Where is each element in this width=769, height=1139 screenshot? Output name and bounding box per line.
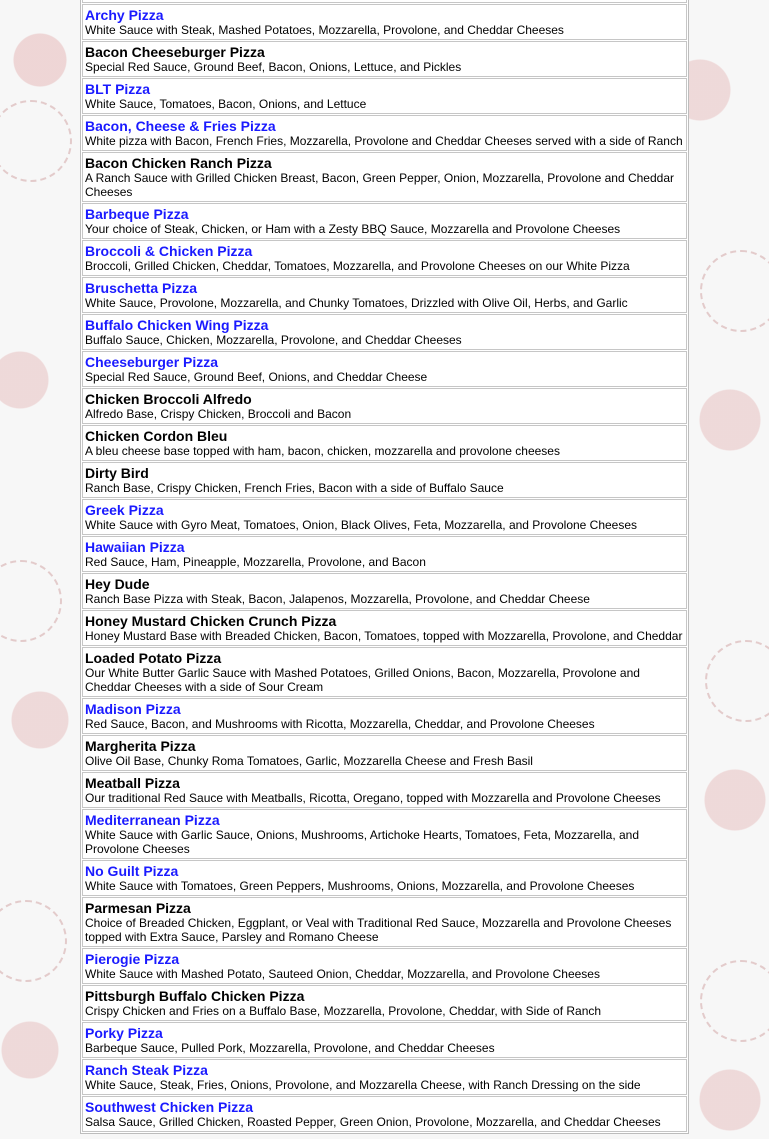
menu-item-link[interactable]: Barbeque Pizza xyxy=(85,206,189,222)
menu-item-link[interactable]: Greek Pizza xyxy=(85,502,164,518)
menu-item-link[interactable]: Pierogie Pizza xyxy=(85,951,180,967)
menu-item-row xyxy=(82,698,687,734)
menu-item-description: A Ranch Sauce with Grilled Chicken Breast, Bacon, Green Pepper, Onion, Mozzarella, Provolone and Cheddar Cheeses xyxy=(85,171,674,199)
menu-item-description: Red Sauce, Bacon, and Mushrooms with Ricotta, Mozzarella, Cheddar, and Provolone Cheeses xyxy=(85,717,595,731)
menu-item-name: Pittsburgh Buffalo Chicken Pizza xyxy=(85,988,305,1004)
pizza-decoration-icon xyxy=(0,560,62,642)
menu-item-description: White Sauce with Tomatoes, Green Peppers, Mushrooms, Onions, Mozzarella, and Provolone Cheeses xyxy=(85,879,635,893)
pizza-menu-table xyxy=(80,0,689,1134)
menu-item-link[interactable]: Ranch Steak Pizza xyxy=(85,1062,208,1078)
menu-item-row xyxy=(82,152,687,202)
menu-item-name: Margherita Pizza xyxy=(85,738,196,754)
menu-item-row xyxy=(82,240,687,276)
menu-item-row xyxy=(82,462,687,498)
menu-item-description: Ranch Base, Crispy Chicken, French Fries, Bacon with a side of Buffalo Sauce xyxy=(85,481,504,495)
menu-item-row xyxy=(82,610,687,646)
menu-item-description: Red Sauce, Ham, Pineapple, Mozzarella, Provolone, and Bacon xyxy=(85,555,426,569)
menu-item-description: Alfredo Base, Crispy Chicken, Broccoli and Bacon xyxy=(85,407,352,421)
menu-item-row xyxy=(82,647,687,697)
menu-item-row xyxy=(82,573,687,609)
menu-item-description: Broccoli, Grilled Chicken, Cheddar, Tomatoes, Mozzarella, and Provolone Cheeses on our White Pizza xyxy=(85,259,630,273)
menu-item-link[interactable]: Cheeseburger Pizza xyxy=(85,354,219,370)
menu-item-description: Crispy Chicken and Fries on a Buffalo Base, Mozzarella, Provolone, Cheddar, with Side of Ranch xyxy=(85,1004,602,1018)
menu-item-name: Chicken Broccoli Alfredo xyxy=(85,391,252,407)
table-row xyxy=(82,0,687,3)
menu-item-row xyxy=(82,860,687,896)
menu-item-row xyxy=(82,1096,687,1132)
menu-item-row xyxy=(82,314,687,350)
menu-item-description: White Sauce, Steak, Fries, Onions, Provolone, and Mozzarella Cheese, with Ranch Dressing on the side xyxy=(85,1078,641,1092)
menu-item-row xyxy=(82,277,687,313)
pizza-decoration-icon xyxy=(705,640,769,722)
menu-item-description: Barbeque Sauce, Pulled Pork, Mozzarella, Provolone, and Cheddar Cheeses xyxy=(85,1041,495,1055)
menu-item-description: Your choice of Steak, Chicken, or Ham with a Zesty BBQ Sauce, Mozzarella and Provolone Cheeses xyxy=(85,222,621,236)
menu-item-link[interactable]: Broccoli & Chicken Pizza xyxy=(85,243,253,259)
menu-item-description: Ranch Base Pizza with Steak, Bacon, Jalapenos, Mozzarella, Provolone, and Cheddar Cheese xyxy=(85,592,590,606)
menu-item-description: Our traditional Red Sauce with Meatballs, Ricotta, Oregano, topped with Mozzarella and Provolone Cheeses xyxy=(85,791,661,805)
menu-item-row xyxy=(82,4,687,40)
menu-item-link[interactable]: Buffalo Chicken Wing Pizza xyxy=(85,317,269,333)
menu-item-name: Chicken Cordon Bleu xyxy=(85,428,228,444)
menu-item-row xyxy=(82,499,687,535)
menu-item-link[interactable]: Madison Pizza xyxy=(85,701,181,717)
menu-item-description: Our White Butter Garlic Sauce with Mashed Potatoes, Grilled Onions, Bacon, Mozzarella, Provolone and Cheddar Cheeses with a side of Sour Cream xyxy=(85,666,640,694)
menu-item-row xyxy=(82,41,687,77)
menu-item-description: White Sauce with Gyro Meat, Tomatoes, Onion, Black Olives, Feta, Mozzarella, and Provolone Cheeses xyxy=(85,518,638,532)
pizza-decoration-icon xyxy=(700,250,769,332)
menu-item-description: White Sauce with Steak, Mashed Potatoes, Mozzarella, Provolone, and Cheddar Cheeses xyxy=(85,23,564,37)
menu-item-name: Parmesan Pizza xyxy=(85,900,191,916)
menu-item-name: Loaded Potato Pizza xyxy=(85,650,222,666)
menu-item-row xyxy=(82,735,687,771)
menu-item-link[interactable]: Bacon, Cheese & Fries Pizza xyxy=(85,118,276,134)
menu-item-row xyxy=(82,78,687,114)
menu-item-description: White Sauce, Provolone, Mozzarella, and Chunky Tomatoes, Drizzled with Olive Oil, Herbs, and Garlic xyxy=(85,296,628,310)
menu-item-link[interactable]: Bruschetta Pizza xyxy=(85,280,198,296)
menu-item-row xyxy=(82,203,687,239)
menu-item-row xyxy=(82,985,687,1021)
menu-item-link[interactable]: Porky Pizza xyxy=(85,1025,163,1041)
menu-item-row xyxy=(82,1059,687,1095)
menu-item-description: White Sauce, Tomatoes, Bacon, Onions, and Lettuce xyxy=(85,97,367,111)
menu-item-row xyxy=(82,115,687,151)
menu-item-description: Olive Oil Base, Chunky Roma Tomatoes, Garlic, Mozzarella Cheese and Fresh Basil xyxy=(85,754,533,768)
menu-item-row xyxy=(82,772,687,808)
menu-list xyxy=(81,4,688,1132)
menu-item-description: Salsa Sauce, Grilled Chicken, Roasted Pepper, Green Onion, Provolone, Mozzarella, and Cheddar Cheeses xyxy=(85,1115,661,1129)
menu-item-description: Special Red Sauce, Ground Beef, Onions, and Cheddar Cheese xyxy=(85,370,428,384)
menu-item-link[interactable]: BLT Pizza xyxy=(85,81,151,97)
menu-item-row xyxy=(82,809,687,859)
menu-item-link[interactable]: Mediterranean Pizza xyxy=(85,812,220,828)
menu-item-description: White Sauce with Mashed Potato, Sauteed Onion, Cheddar, Mozzarella, and Provolone Cheeses xyxy=(85,967,600,981)
menu-item-row xyxy=(82,1022,687,1058)
menu-item-name: Honey Mustard Chicken Crunch Pizza xyxy=(85,613,337,629)
menu-item-link[interactable]: Southwest Chicken Pizza xyxy=(85,1099,254,1115)
menu-item-name: Meatball Pizza xyxy=(85,775,180,791)
menu-item-row xyxy=(82,351,687,387)
pizza-decoration-icon xyxy=(0,100,72,182)
menu-item-description: White Sauce with Garlic Sauce, Onions, Mushrooms, Artichoke Hearts, Tomatoes, Feta, Mozzarella, and Provolone Cheeses xyxy=(85,828,640,856)
menu-item-name: Bacon Chicken Ranch Pizza xyxy=(85,155,272,171)
menu-item-name: Dirty Bird xyxy=(85,465,149,481)
menu-item-link[interactable]: Archy Pizza xyxy=(85,7,164,23)
menu-item-description: Special Red Sauce, Ground Beef, Bacon, Onions, Lettuce, and Pickles xyxy=(85,60,462,74)
menu-item-description: Buffalo Sauce, Chicken, Mozzarella, Provolone, and Cheddar Cheeses xyxy=(85,333,462,347)
pizza-decoration-icon xyxy=(700,960,769,1042)
menu-item-description: White pizza with Bacon, French Fries, Mozzarella, Provolone and Cheddar Cheeses served with a side of Ranch xyxy=(85,134,683,148)
menu-item-row xyxy=(82,388,687,424)
menu-item-description: A bleu cheese base topped with ham, bacon, chicken, mozzarella and provolone cheeses xyxy=(85,444,560,458)
menu-item-row xyxy=(82,897,687,947)
menu-item-row xyxy=(82,536,687,572)
menu-item-link[interactable]: No Guilt Pizza xyxy=(85,863,179,879)
menu-item-name: Hey Dude xyxy=(85,576,150,592)
menu-item-name: Bacon Cheeseburger Pizza xyxy=(85,44,265,60)
menu-item-row xyxy=(82,948,687,984)
menu-item-description: Honey Mustard Base with Breaded Chicken, Bacon, Tomatoes, topped with Mozzarella, Provolone, and Cheddar xyxy=(85,629,683,643)
menu-item-row xyxy=(82,425,687,461)
pizza-decoration-icon xyxy=(0,900,67,982)
menu-item-link[interactable]: Hawaiian Pizza xyxy=(85,539,185,555)
menu-item-description: Choice of Breaded Chicken, Eggplant, or Veal with Traditional Red Sauce, Mozzarella and Provolone Cheeses topped with Extra Sauce, Parsley and Romano Cheese xyxy=(85,916,672,944)
